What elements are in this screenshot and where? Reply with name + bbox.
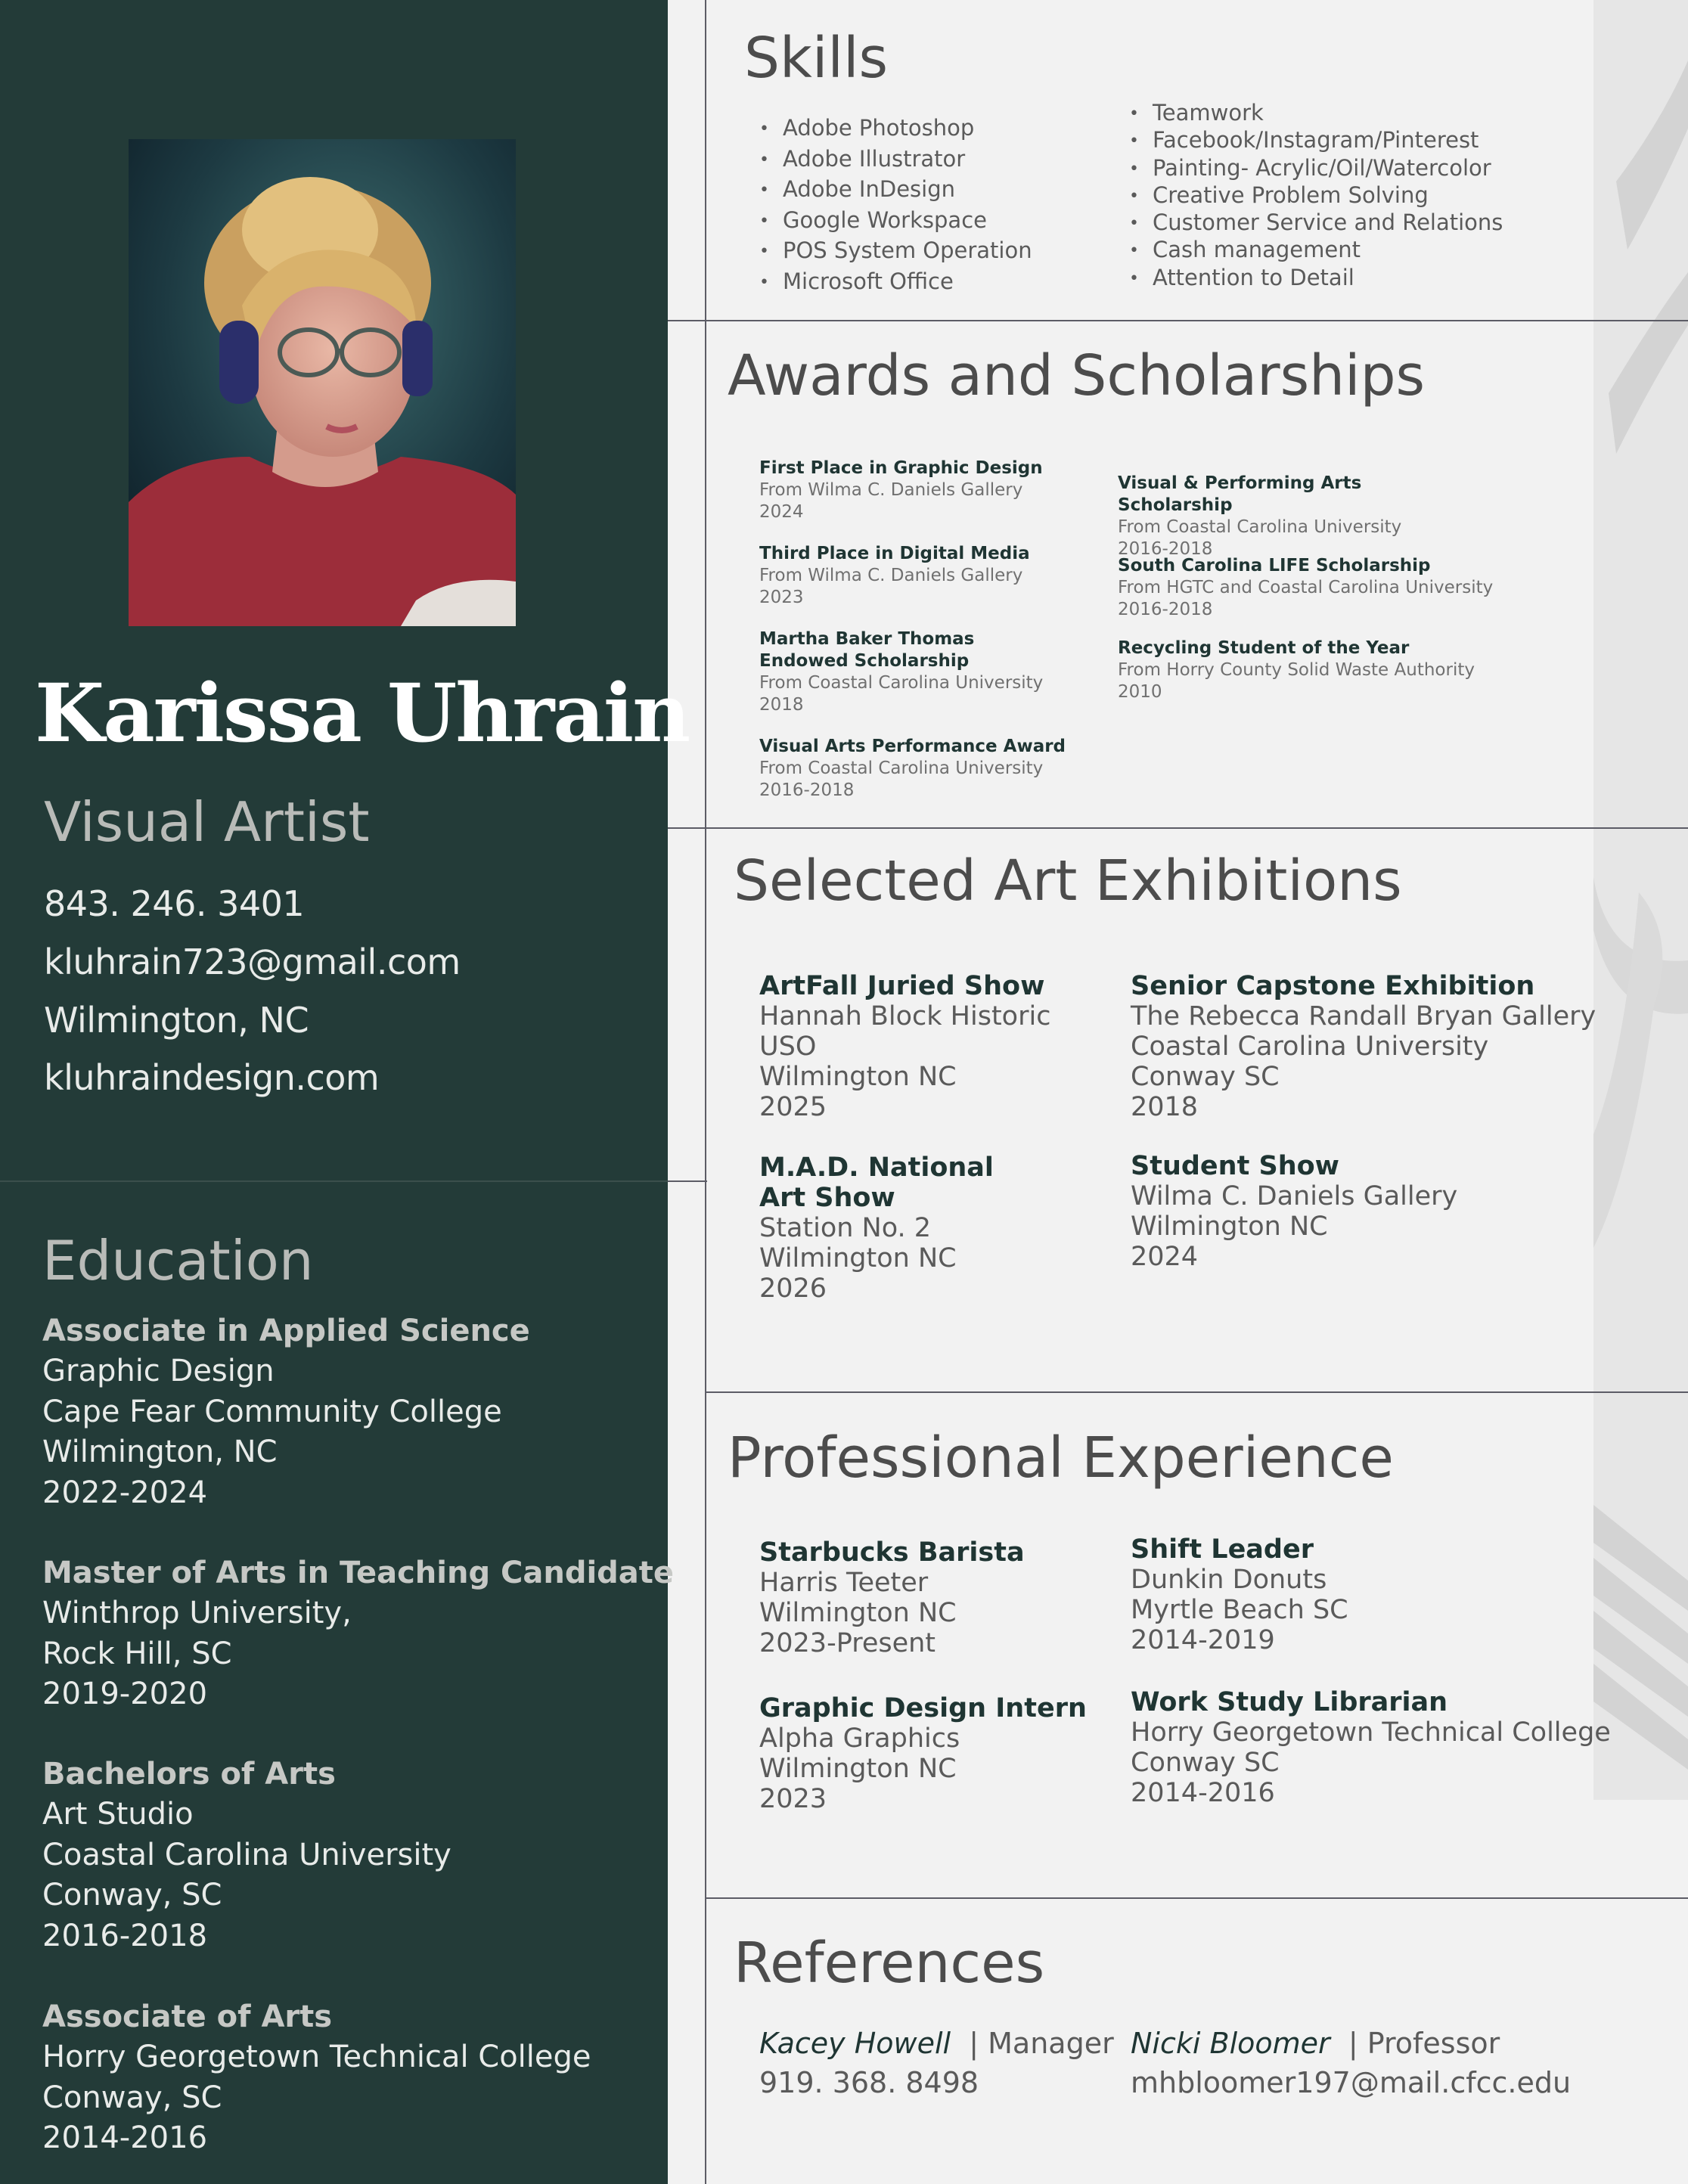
section-divider	[668, 827, 1688, 829]
references-heading: References	[734, 1931, 1045, 1996]
education-entry: Associate of Arts Horry Georgetown Technical College Conway, SC 2014-2016	[42, 1999, 591, 2155]
website-link[interactable]: kluhraindesign.com	[44, 1057, 380, 1098]
decorative-pattern	[1593, 0, 1688, 1800]
skills-list-2	[1129, 101, 1503, 293]
portrait-image	[129, 139, 516, 626]
skills-heading: Skills	[744, 26, 889, 91]
award-entry: First Place in Graphic Design From Wilma C. Daniels Gallery 2024	[759, 458, 1043, 522]
education-entry: Bachelors of Arts Art Studio Coastal Carolina University Conway, SC 2016-2018	[42, 1757, 451, 1953]
award-entry: South Carolina LIFE Scholarship From HGTC and Coastal Carolina University 2016-2018	[1118, 556, 1494, 619]
location: Wilmington, NC	[44, 1000, 309, 1041]
list-item: • Creative Problem Solving	[1129, 183, 1503, 210]
reference-contact[interactable]: mhbloomer197@mail.cfcc.edu	[1131, 2066, 1572, 2099]
full-name: Karissa Uhrain	[35, 665, 690, 760]
list-item: • POS System Operation	[759, 237, 1032, 268]
list-item: • Cash management	[1129, 237, 1503, 265]
list-item: • Customer Service and Relations	[1129, 210, 1503, 237]
education-entry: Master of Arts in Teaching Candidate Winthrop University, Rock Hill, SC 2019-2020	[42, 1556, 675, 1711]
list-item: • Attention to Detail	[1129, 265, 1503, 293]
list-item: • Painting- Acrylic/Oil/Watercolor	[1129, 156, 1503, 183]
left-divider	[0, 1180, 703, 1182]
experience-entry: Graphic Design Intern Alpha Graphics Wilmington NC 2023	[759, 1693, 1087, 1814]
section-divider	[705, 1391, 1688, 1393]
reference-role: | Manager	[969, 2027, 1114, 2060]
section-divider	[705, 1897, 1688, 1899]
list-item: • Google Workspace	[759, 206, 1032, 237]
award-entry: Recycling Student of the Year From Horry County Solid Waste Authority 2010	[1118, 638, 1475, 702]
email-address[interactable]: kluhrain723@gmail.com	[44, 942, 461, 982]
list-item: • Teamwork	[1129, 101, 1503, 128]
reference-entry	[1131, 2024, 1571, 2102]
award-entry: Martha Baker Thomas Endowed Scholarship From Coastal Carolina University 2018	[759, 629, 1044, 715]
skills-list-1	[759, 114, 1032, 298]
list-item: • Adobe Illustrator	[759, 145, 1032, 176]
list-item: • Adobe Photoshop	[759, 114, 1032, 145]
experience-entry: Starbucks Barista Harris Teeter Wilmington NC 2023-Present	[759, 1537, 1025, 1658]
list-item: • Adobe InDesign	[759, 175, 1032, 206]
award-entry: Visual & Performing Arts Scholarship From Coastal Carolina University 2016-2018	[1118, 473, 1402, 559]
list-item: • Microsoft Office	[759, 268, 1032, 299]
left-panel	[0, 0, 690, 2184]
experience-heading: Professional Experience	[728, 1425, 1394, 1491]
reference-contact: 919. 368. 8498	[759, 2066, 979, 2099]
job-title: Visual Artist	[44, 790, 370, 854]
education-entry: Associate in Applied Science Graphic Design Cape Fear Community College Wilmington, NC 2022-2024	[42, 1314, 530, 1510]
phone-number: 843. 246. 3401	[44, 883, 305, 924]
exhibition-entry: Student Show Wilma C. Daniels Gallery Wilmington NC 2024	[1131, 1151, 1458, 1272]
list-item: • Facebook/Instagram/Pinterest	[1129, 128, 1503, 155]
exhibitions-heading: Selected Art Exhibitions	[734, 848, 1402, 914]
exhibition-entry: ArtFall Juried Show Hannah Block Historic USO Wilmington NC 2025	[759, 971, 1051, 1122]
award-entry: Visual Arts Performance Award From Coastal Carolina University 2016-2018	[759, 737, 1066, 800]
experience-entry: Shift Leader Dunkin Donuts Myrtle Beach SC 2014-2019	[1131, 1534, 1348, 1655]
reference-entry	[759, 2024, 1114, 2102]
experience-entry: Work Study Librarian Horry Georgetown Technical College Conway SC 2014-2016	[1131, 1687, 1611, 1808]
vertical-divider	[705, 0, 706, 2184]
education-heading: Education	[42, 1229, 314, 1292]
exhibition-entry: Senior Capstone Exhibition The Rebecca Randall Bryan Gallery Coastal Carolina University Conway SC 2018	[1131, 971, 1596, 1122]
section-divider	[668, 1180, 707, 1182]
awards-heading: Awards and Scholarships	[728, 343, 1426, 408]
reference-role: | Professor	[1348, 2027, 1500, 2060]
exhibition-entry: M.A.D. National Art Show Station No. 2 Wilmington NC 2026	[759, 1152, 994, 1304]
reference-name: Nicki Bloomer	[1131, 2027, 1330, 2060]
reference-name: Kacey Howell	[759, 2027, 951, 2060]
award-entry: Third Place in Digital Media From Wilma C. Daniels Gallery 2023	[759, 544, 1030, 607]
section-divider	[668, 320, 1688, 321]
